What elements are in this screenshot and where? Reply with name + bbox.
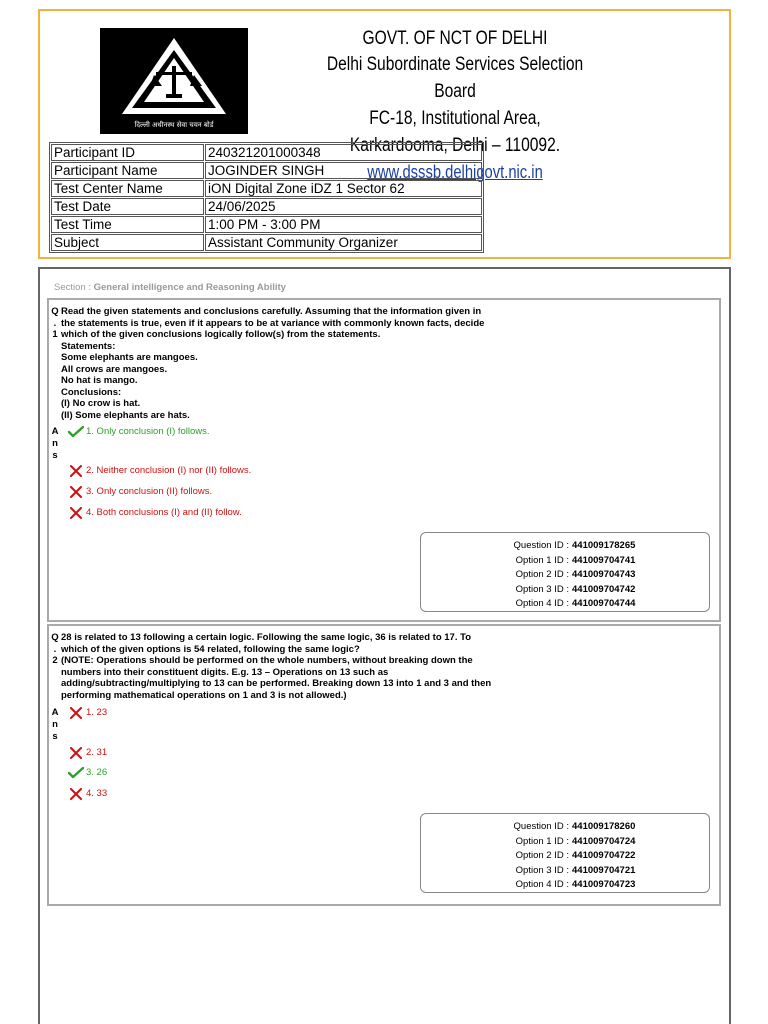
answer-option-text: 3. 26	[86, 767, 108, 778]
question-card	[47, 298, 721, 622]
participant-field-label: Test Center Name	[51, 180, 204, 197]
id-value: 441009704744	[572, 598, 636, 610]
id-row	[421, 820, 709, 835]
participant-row	[51, 144, 482, 161]
participant-field-label: Subject	[51, 234, 204, 251]
question-ids-box	[420, 813, 710, 893]
participant-row	[51, 216, 482, 233]
org-website-link[interactable]: www.dsssb.delhigovt.nic.in	[367, 162, 543, 182]
id-label: Option 2 ID :	[515, 850, 569, 862]
question-line: performing mathematical operations on 1 and 3 is not allowed.)	[61, 689, 347, 701]
org-line-2: Delhi Subordinate Services Selection Board	[326, 54, 584, 102]
participant-field-value: 240321201000348	[205, 144, 482, 161]
id-row	[421, 568, 709, 583]
answer-option-3	[68, 486, 212, 498]
id-value: 441009704742	[572, 583, 636, 595]
answer-option-text: 4. 33	[86, 788, 108, 799]
question-line: adding/subtracting/multiplying to 13 can be performed. Breaking down 13 into 1 and 3 and then	[61, 678, 492, 689]
participant-field-label: Test Time	[51, 216, 204, 233]
answer-option-text: 1. 23	[86, 707, 108, 718]
participant-field-label: Participant ID	[51, 144, 204, 161]
answer-option-text: 3. Only conclusion (II) follows.	[86, 486, 213, 497]
question-line: Conclusions:	[61, 386, 122, 398]
answer-label: A n s	[51, 426, 59, 461]
participant-field-value: JOGINDER SINGH	[205, 162, 482, 179]
answer-option-1	[68, 426, 210, 438]
id-value: 441009704743	[572, 569, 636, 581]
id-label: Option 1 ID :	[515, 835, 569, 847]
wrong-cross-icon	[68, 486, 84, 498]
answer-option-text: 4. Both conclusions (I) and (II) follow.	[86, 507, 242, 518]
correct-check-icon	[68, 767, 84, 779]
question-text	[61, 306, 541, 421]
participant-info-table	[49, 142, 484, 253]
participant-field-value: 24/06/2025	[205, 198, 482, 215]
logo-caption: दिल्ली अधीनस्थ सेवा चयन बोर्ड	[134, 121, 214, 129]
question-line: the statements is true, even if it appears to be at variance with commonly known facts, decide	[61, 317, 485, 329]
question-line: which of the given options is 54 related, following the same logic?	[61, 643, 360, 655]
participant-field-value: 1:00 PM - 3:00 PM	[205, 216, 482, 233]
question-line: which of the given conclusions logically follow(s) from the statements.	[61, 329, 381, 340]
participant-row	[51, 162, 482, 179]
participant-field-label: Test Date	[51, 198, 204, 215]
question-line: Read the given statements and conclusions carefully. Assuming that the information given in	[61, 306, 482, 317]
question-number-label: Q . 2	[51, 632, 59, 666]
question-line: Some elephants are mangoes.	[61, 352, 198, 363]
section-name: General intelligence and Reasoning Ability	[93, 282, 286, 293]
id-label: Option 4 ID :	[515, 879, 569, 891]
wrong-cross-icon	[68, 788, 84, 800]
question-card	[47, 624, 721, 906]
id-value: 441009704723	[572, 879, 636, 891]
question-number-label: Q . 1	[51, 306, 59, 340]
id-label: Option 4 ID :	[515, 598, 569, 610]
question-line: All crows are mangoes.	[61, 363, 168, 375]
question-line: (I) No crow is hat.	[61, 398, 141, 409]
question-text	[61, 632, 541, 701]
id-label: Question ID :	[513, 821, 569, 832]
answer-option-text: 1. Only conclusion (I) follows.	[86, 426, 210, 437]
answer-option-1	[68, 707, 107, 719]
participant-row	[51, 180, 482, 197]
id-row	[421, 583, 709, 598]
id-row	[421, 835, 709, 850]
id-label: Question ID :	[513, 540, 569, 551]
participant-row	[51, 198, 482, 215]
answer-option-2	[68, 747, 107, 759]
question-line: 28 is related to 13 following a certain logic. Following the same logic, 36 is related to 17. To	[61, 632, 472, 643]
participant-field-label: Participant Name	[51, 162, 204, 179]
wrong-cross-icon	[68, 507, 84, 519]
wrong-cross-icon	[68, 465, 84, 477]
participant-field-value: iON Digital Zone iDZ 1 Sector 62	[205, 180, 482, 197]
wrong-cross-icon	[68, 707, 84, 719]
id-row	[421, 597, 709, 612]
id-value: 441009704741	[572, 554, 636, 566]
id-value: 441009178265	[572, 540, 636, 551]
answer-label: A n s	[51, 707, 59, 742]
participant-field-value: Assistant Community Organizer	[205, 234, 482, 251]
id-row	[421, 864, 709, 879]
question-line: numbers into their constituent digits. E.g. 13 – Operations on 13 such as	[61, 666, 389, 678]
section-title: Section : General intelligence and Reasoning Ability	[54, 282, 286, 293]
org-line-1: GOVT. OF NCT OF DELHI	[362, 28, 548, 49]
wrong-cross-icon	[68, 747, 84, 759]
id-row	[421, 539, 709, 554]
id-value: 441009704721	[572, 864, 636, 876]
id-value: 441009178260	[572, 821, 636, 832]
id-label: Option 3 ID :	[515, 864, 569, 876]
dsssb-logo	[100, 28, 248, 134]
id-row	[421, 878, 709, 893]
correct-check-icon	[68, 426, 84, 438]
id-label: Option 1 ID :	[515, 554, 569, 566]
id-label: Option 3 ID :	[515, 583, 569, 595]
question-line: (NOTE: Operations should be performed on the whole numbers, without breaking down the	[61, 655, 473, 666]
question-ids-box	[420, 532, 710, 612]
id-row	[421, 849, 709, 864]
answer-option-4	[68, 507, 242, 519]
participant-row	[51, 234, 482, 251]
id-value: 441009704722	[572, 850, 636, 862]
answer-option-3	[68, 767, 107, 779]
answer-option-2	[68, 465, 251, 477]
question-line: (II) Some elephants are hats.	[61, 409, 190, 421]
id-value: 441009704724	[572, 835, 636, 847]
answer-option-text: 2. Neither conclusion (I) nor (II) follows.	[86, 465, 252, 476]
id-row	[421, 554, 709, 569]
id-label: Option 2 ID :	[515, 569, 569, 581]
question-line: No hat is mango.	[61, 375, 138, 386]
answer-option-4	[68, 788, 107, 800]
org-address: FC-18, Institutional Area, Karkardooma, Delhi – 110092.	[349, 108, 561, 156]
question-line: Statements:	[61, 340, 116, 352]
answer-option-text: 2. 31	[86, 747, 108, 758]
